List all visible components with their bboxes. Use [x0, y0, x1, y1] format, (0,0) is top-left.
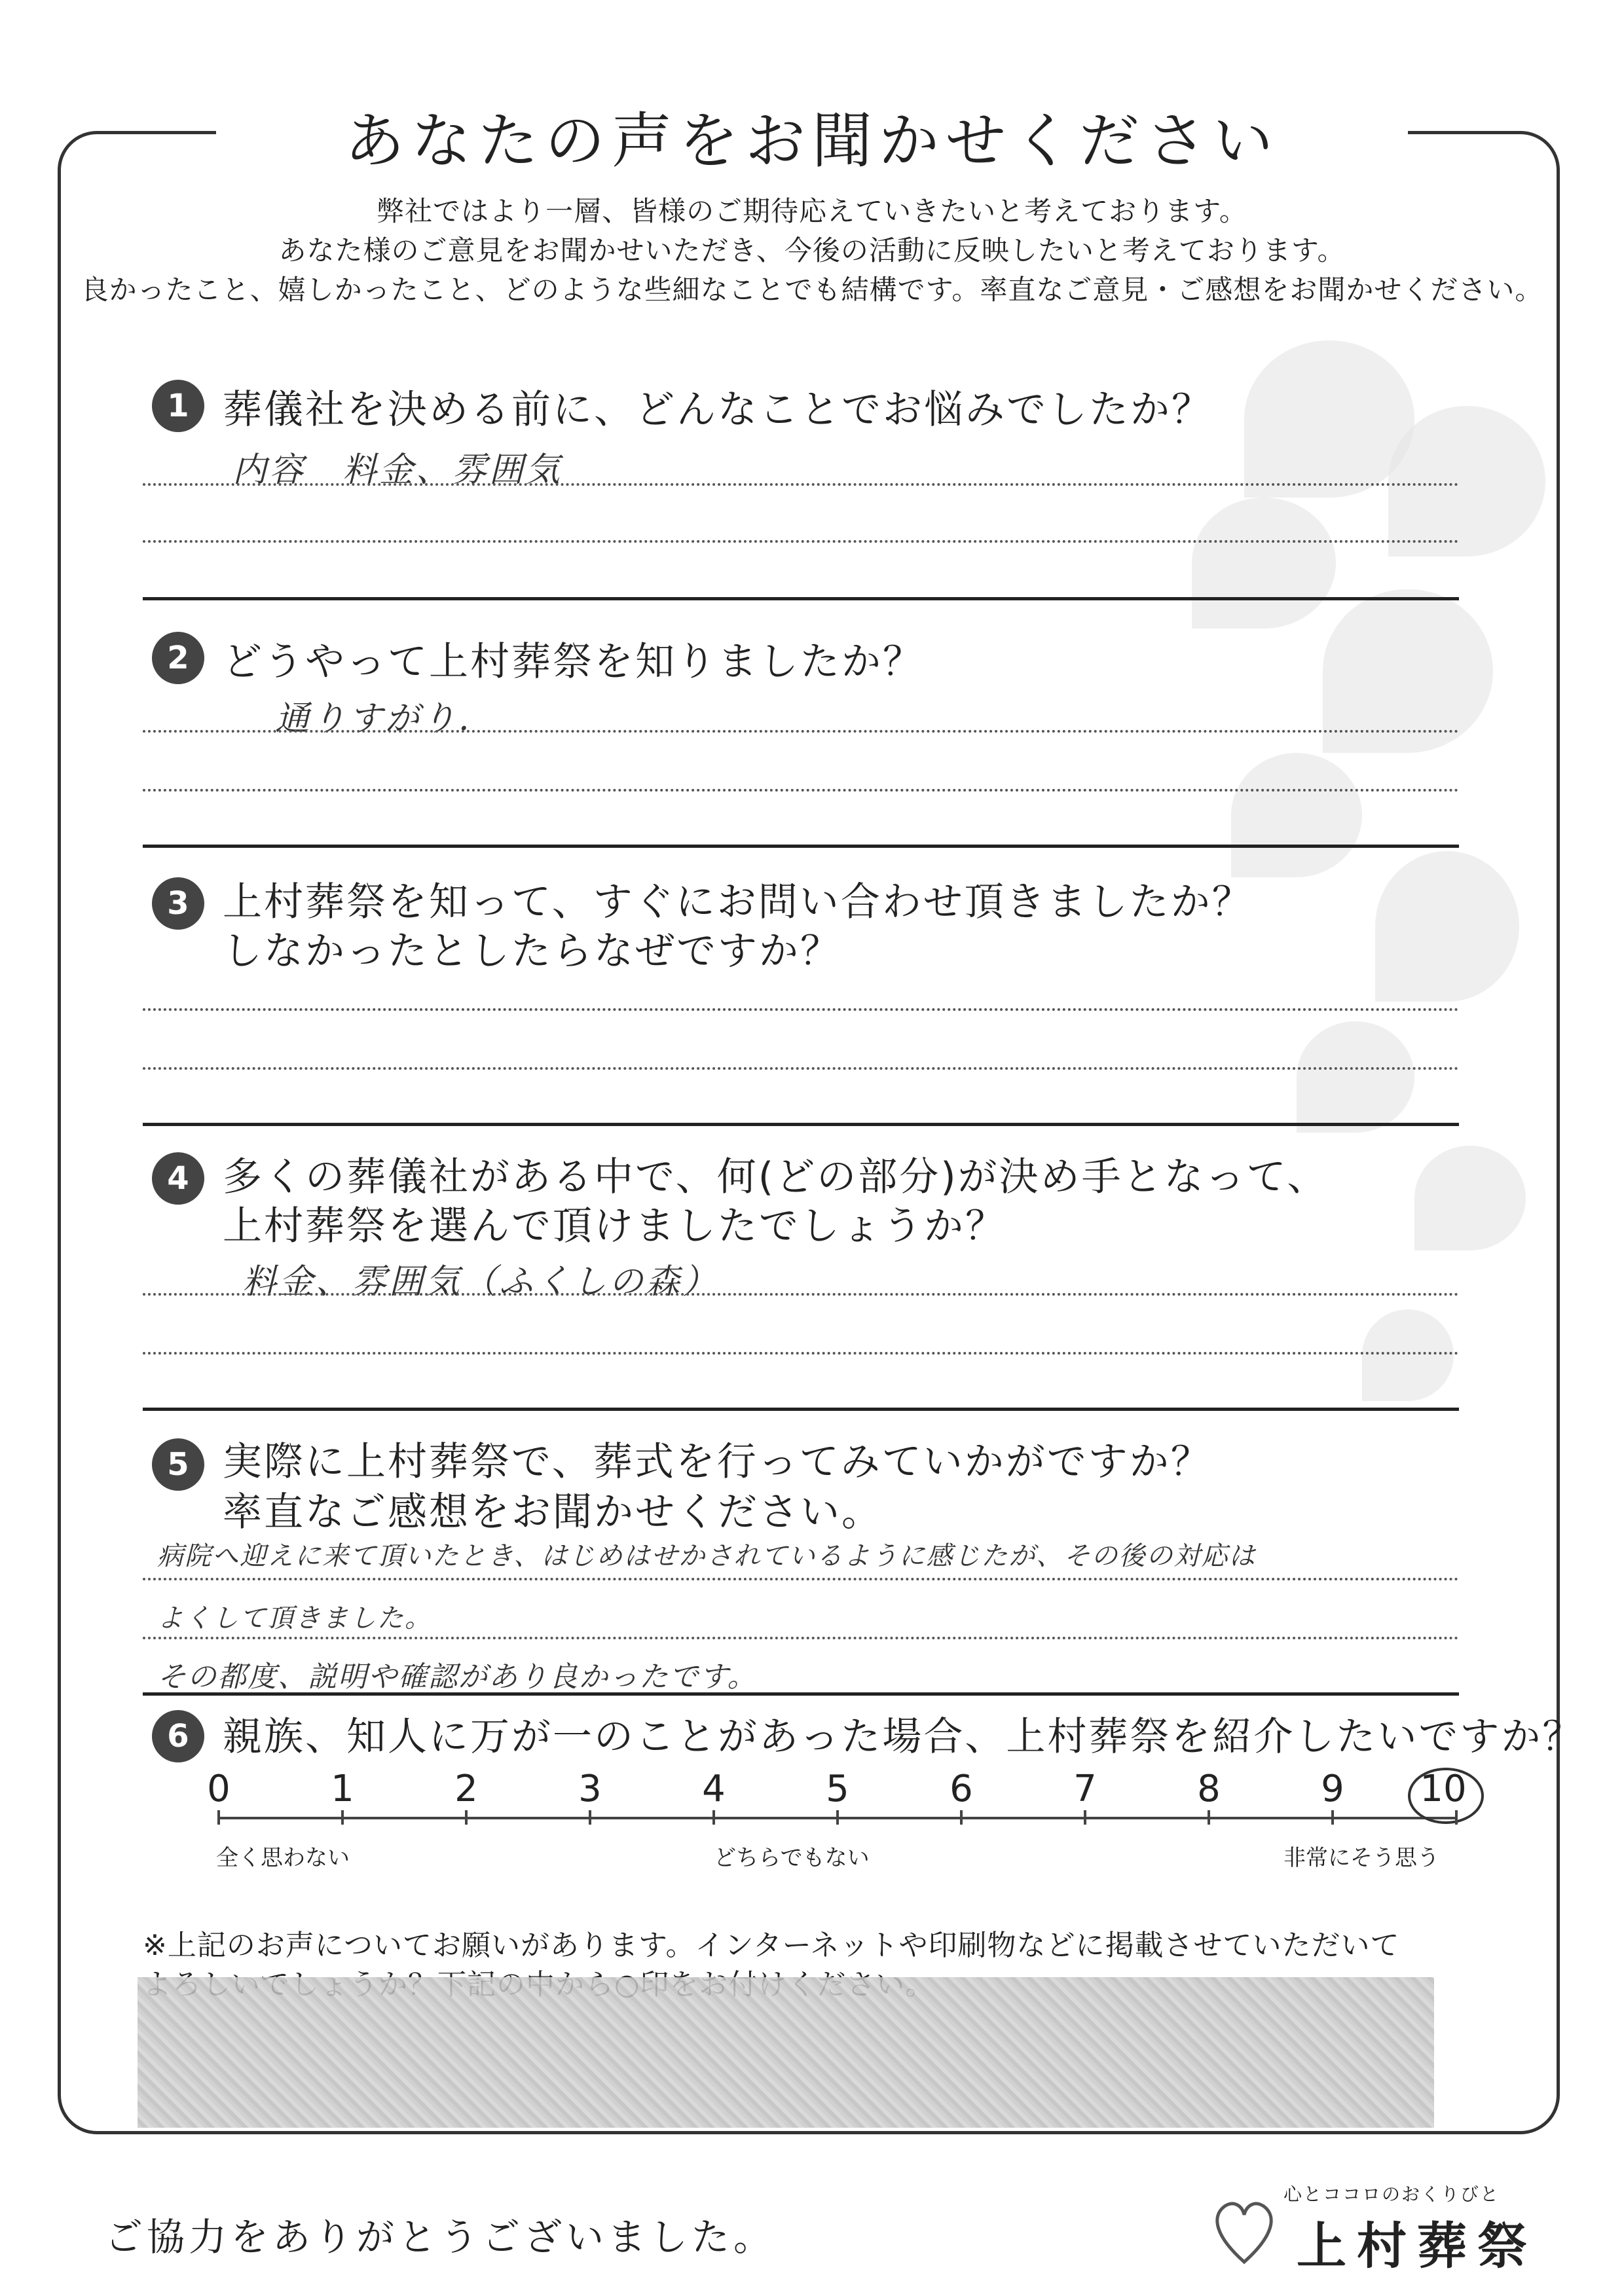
question-number: 4 [152, 1152, 204, 1205]
answer-line [143, 483, 1459, 486]
rating-option-4[interactable]: 4 [702, 1768, 726, 1810]
question-text: 実際に上村葬祭で、葬式を行ってみていかがですか？ [223, 1439, 1212, 1485]
scale-tick [1331, 1810, 1334, 1825]
handwritten-answer: よくして頂きました。 [157, 1603, 432, 1633]
scale-tick [465, 1810, 468, 1825]
answer-line [143, 1008, 1459, 1011]
section-divider [143, 597, 1459, 600]
permission-note: ※上記のお声についてお願いがあります。インターネットや印刷物などに掲載させていただいて [143, 1929, 1400, 1962]
question-text: 率直なご感想をお聞かせください。 [223, 1489, 883, 1535]
selected-rating-circle [1408, 1768, 1484, 1824]
section-divider [143, 1123, 1459, 1126]
intro-line: 弊社ではより一層、皆様のご期待応えていきたいと考えております。 [377, 195, 1247, 227]
question-text: 上村葬祭を選んで頂けましたでしょうか？ [223, 1203, 1006, 1249]
rating-option-7[interactable]: 7 [1073, 1768, 1097, 1810]
rating-option-3[interactable]: 3 [578, 1768, 602, 1810]
rating-option-0[interactable]: 0 [207, 1768, 231, 1810]
logo-name: 上村葬祭 [1297, 2217, 1538, 2275]
question-number: 5 [152, 1438, 204, 1491]
scale-label-high: 非常にそう思う [1283, 1845, 1439, 1871]
question-number: 2 [152, 632, 204, 684]
section-divider [143, 1408, 1459, 1411]
rating-option-9[interactable]: 9 [1321, 1768, 1344, 1810]
answer-line [143, 730, 1459, 733]
question-text: 多くの葬儀社がある中で、何(どの部分)が決め手となって、 [223, 1154, 1329, 1200]
handwritten-answer: 料金、雰囲気（ふくしの森） [242, 1262, 720, 1302]
answer-line [143, 1352, 1459, 1355]
handwritten-answer: 病院へ迎えに来て頂いたとき、はじめはせかされているように感じたが、その後の対応は [157, 1541, 1257, 1571]
scale-tick [836, 1810, 839, 1825]
answer-line [143, 1578, 1459, 1580]
answer-line [143, 1637, 1459, 1639]
intro-line: 良かったこと、嬉しかったこと、どのような些細なことでも結構です。率直なご意見・ご感想をお聞かせください。 [81, 274, 1543, 306]
thanks-message: ご協力をありがとうございました。 [105, 2215, 776, 2259]
handwritten-answer: その都度、説明や確認があり良かったです。 [157, 1660, 758, 1694]
handwritten-answer: 内容 料金、雰囲気 [232, 450, 563, 490]
question-number: 1 [152, 380, 204, 432]
scale-label-low: 全く思わない [216, 1845, 350, 1871]
scale-tick [217, 1810, 220, 1825]
scale-tick [589, 1810, 591, 1825]
question-number: 6 [152, 1710, 204, 1762]
scale-tick [1208, 1810, 1210, 1825]
heart-logo-icon [1208, 2190, 1280, 2269]
section-divider [143, 1692, 1459, 1696]
rating-option-6[interactable]: 6 [950, 1768, 973, 1810]
rating-option-8[interactable]: 8 [1197, 1768, 1221, 1810]
page-title: あなたの声をお聞かせください [344, 106, 1280, 176]
logo-tagline: 心とココロのおくりびと [1283, 2183, 1500, 2205]
question-text: 葬儀社を決める前に、どんなことでお悩みでしたか？ [223, 387, 1213, 433]
answer-line [143, 1293, 1459, 1296]
handwritten-answer: 通りすがり. [275, 699, 472, 738]
answer-line [143, 1067, 1459, 1070]
redacted-area [138, 1977, 1434, 2128]
question-number: 3 [152, 877, 204, 930]
question-text: 上村葬祭を知って、すぐにお問い合わせ頂きましたか？ [223, 879, 1253, 925]
rating-option-2[interactable]: 2 [454, 1768, 478, 1810]
scale-tick [960, 1810, 963, 1825]
scale-tick [341, 1810, 344, 1825]
rating-option-10[interactable]: 10 [1420, 1768, 1467, 1810]
answer-line [143, 789, 1459, 792]
rating-option-1[interactable]: 1 [331, 1768, 354, 1810]
intro-line: あなた様のご意見をお聞かせいただき、今後の活動に反映したいと考えております。 [278, 234, 1346, 266]
question-text: どうやって上村葬祭を知りましたか？ [223, 639, 924, 685]
scale-tick [712, 1810, 715, 1825]
question-text: 親族、知人に万が一のことがあった場合、上村葬祭を紹介したいですか？ [223, 1714, 1584, 1760]
scale-tick [1455, 1810, 1458, 1825]
section-divider [143, 845, 1459, 848]
answer-line [143, 540, 1459, 543]
scale-label-mid: どちらでもない [714, 1845, 870, 1871]
question-text: しなかったとしたらなぜですか？ [223, 928, 841, 974]
rating-option-5[interactable]: 5 [826, 1768, 849, 1810]
scale-tick [1084, 1810, 1086, 1825]
